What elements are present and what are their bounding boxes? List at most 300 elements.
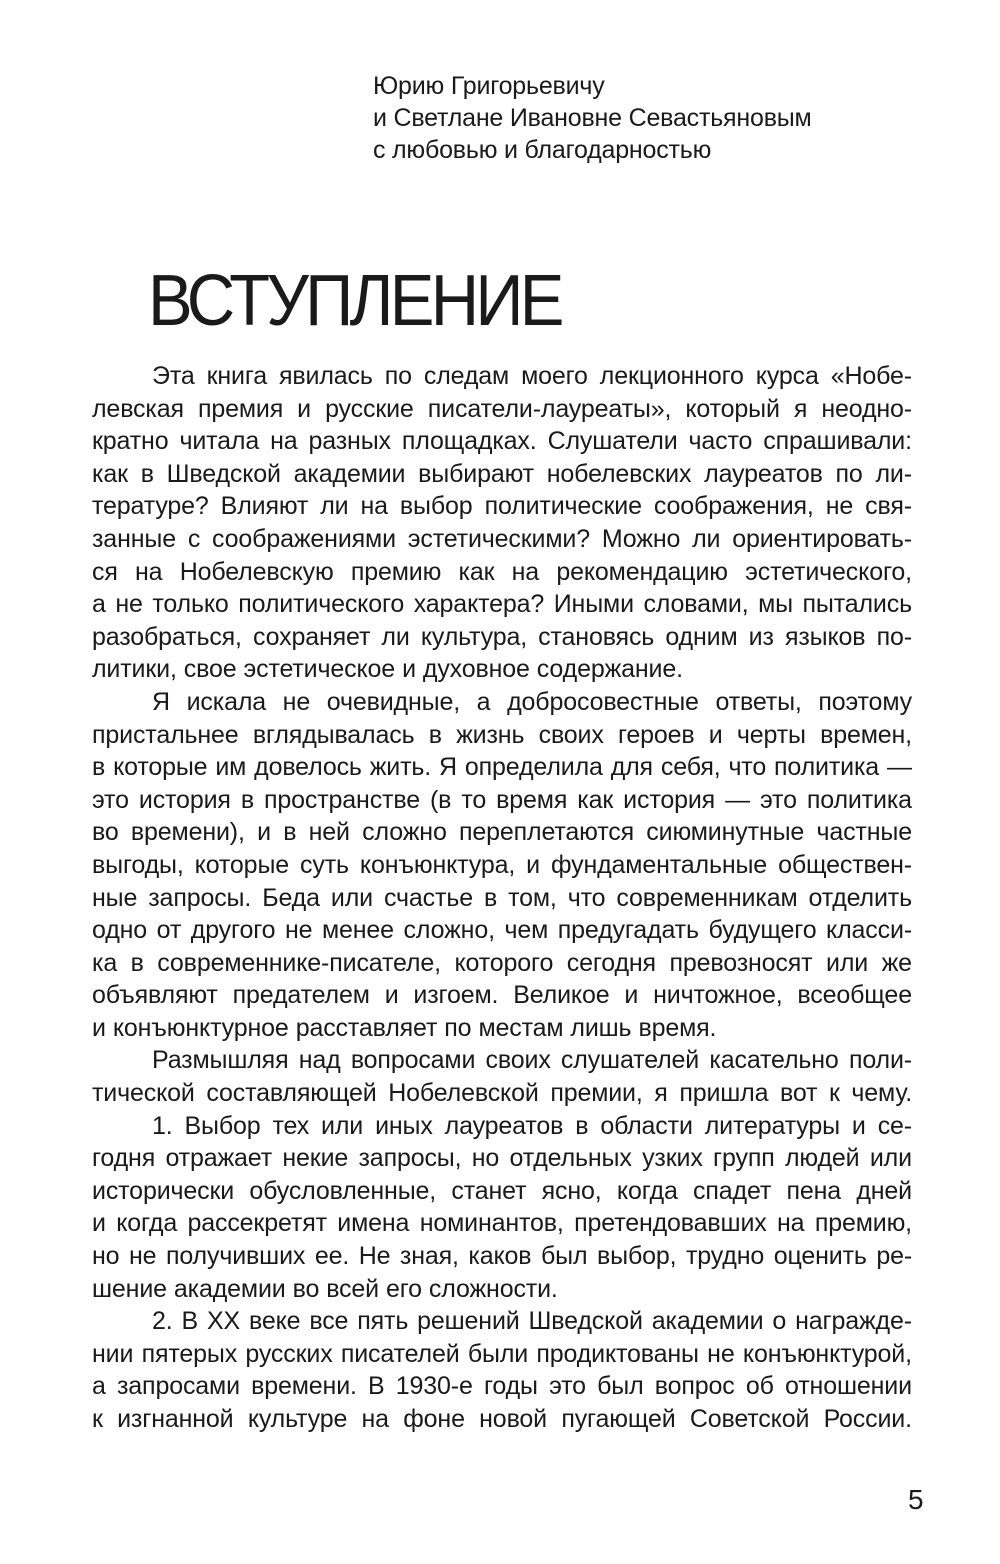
word: только — [152, 590, 229, 619]
word: времени. — [251, 1372, 357, 1401]
word: добросовестные — [507, 687, 699, 716]
word: становясь — [538, 622, 655, 651]
word: узких — [642, 1144, 703, 1173]
word: спрашивали: — [763, 427, 912, 456]
word: в — [240, 785, 254, 814]
word: и — [257, 818, 271, 847]
word: героев — [617, 720, 695, 749]
word: тературе? — [92, 492, 209, 521]
word: который — [685, 394, 780, 423]
dedication-line: Юрию Григорьевичу — [373, 72, 605, 100]
word: ориентировать- — [732, 524, 912, 553]
text-line — [92, 1273, 912, 1306]
word: Я — [152, 687, 170, 716]
word: политика — [774, 753, 880, 782]
text-line — [92, 425, 912, 458]
word: или — [321, 1111, 364, 1140]
word: отражает — [165, 1144, 273, 1173]
word: в — [428, 720, 442, 749]
word: но — [92, 1242, 120, 1271]
word: ответы, — [715, 687, 802, 716]
word: ее. — [314, 1242, 350, 1271]
word: в — [483, 883, 498, 912]
word: нии — [92, 1339, 134, 1368]
word: расставляет — [295, 1013, 438, 1042]
word: времен, — [820, 720, 912, 749]
word: Я — [439, 753, 457, 782]
word: трудно — [686, 1242, 765, 1271]
word: лишь — [570, 1013, 632, 1042]
word: языков — [784, 622, 866, 651]
word: спадет — [693, 1176, 772, 1205]
text-line — [92, 1077, 912, 1110]
word: Иными — [553, 590, 634, 619]
word: веке — [248, 1307, 301, 1336]
word: сохраняет — [253, 622, 371, 651]
word: всеобщее — [797, 981, 912, 1010]
word: читала — [179, 427, 260, 456]
word: во — [92, 818, 119, 847]
word: курса — [755, 362, 819, 390]
text-line — [92, 1142, 912, 1175]
word: будущего — [708, 916, 817, 945]
word: одно — [92, 916, 148, 945]
word: об — [745, 1372, 774, 1401]
word: в — [140, 459, 154, 488]
word: вопрос — [654, 1372, 735, 1401]
word: жить. — [369, 753, 432, 782]
word: Слушатели — [547, 427, 678, 456]
text-line — [92, 621, 912, 654]
word: определила — [464, 753, 603, 782]
word: разобраться, — [92, 622, 242, 651]
word: претендовавших — [574, 1209, 767, 1238]
word: культуре — [247, 1405, 348, 1433]
word: пять — [357, 1307, 409, 1336]
word: не — [284, 916, 313, 945]
word: и — [92, 1013, 106, 1042]
word: суть — [300, 850, 349, 879]
word: рассекретят — [187, 1209, 327, 1238]
word: дней — [856, 1176, 912, 1205]
word: что — [728, 753, 767, 782]
word: вопросами — [350, 1046, 476, 1075]
text-line — [92, 1370, 912, 1403]
text-line — [92, 458, 912, 491]
word: по — [384, 362, 412, 390]
word: с — [187, 524, 201, 553]
word: рекомендацию — [556, 557, 728, 586]
word: над — [298, 1046, 341, 1075]
word: годы — [483, 1372, 538, 1401]
word: ре- — [876, 1242, 912, 1271]
word: искала — [186, 687, 267, 716]
word: запросы, — [358, 1144, 462, 1173]
word: пена — [786, 1176, 842, 1205]
word: обусловленные, — [249, 1176, 437, 1205]
word: современникам — [616, 883, 798, 912]
text-line — [92, 979, 912, 1012]
word: словами, — [643, 590, 749, 619]
word: академии — [173, 1274, 286, 1303]
word: чем — [504, 916, 549, 945]
word: 1930-е — [395, 1372, 473, 1401]
text-line — [92, 490, 912, 523]
word: эстетического, — [745, 557, 912, 586]
word: 2. — [152, 1307, 173, 1336]
word: в — [283, 818, 297, 847]
word: книга — [206, 362, 268, 390]
word: или — [330, 883, 373, 912]
word: ли — [692, 524, 721, 553]
text-line — [92, 1175, 912, 1208]
word: групп — [713, 1144, 775, 1173]
word: же — [881, 948, 912, 977]
word: переплетаются — [459, 818, 634, 847]
word: это — [92, 785, 129, 814]
word: сиюминутные — [646, 818, 805, 847]
word: премии, — [550, 1079, 643, 1108]
word: се- — [877, 1111, 912, 1140]
word: современнике-писателе, — [157, 948, 441, 977]
word: некие — [282, 1144, 349, 1173]
word: которые — [113, 753, 208, 782]
word: мы — [758, 590, 793, 619]
word: а — [92, 590, 106, 619]
word: другого — [190, 916, 276, 945]
word: местам — [478, 1013, 564, 1042]
word: ли — [320, 492, 349, 521]
word: и — [92, 1209, 106, 1238]
word: духовное — [422, 655, 530, 684]
word: предателем — [232, 981, 370, 1010]
word: том, — [508, 883, 557, 912]
word: к — [828, 1079, 840, 1108]
word: номинантов, — [419, 1209, 564, 1238]
page-number: 5 — [908, 1484, 924, 1515]
word: слушателей — [560, 1046, 700, 1075]
word: академии — [651, 1307, 764, 1336]
body-text — [92, 360, 912, 1436]
word: часто — [688, 427, 753, 456]
word: Не — [358, 1242, 391, 1271]
word: конъюнктура, — [359, 850, 516, 879]
word: годня — [92, 1144, 156, 1173]
word: вот — [780, 1079, 818, 1108]
word: а — [476, 687, 491, 716]
word: отношении — [785, 1372, 912, 1401]
word: своих — [538, 720, 604, 749]
word: и — [297, 394, 311, 423]
text-line — [92, 523, 912, 556]
word: литики, — [92, 655, 177, 684]
word: история — [623, 785, 716, 814]
word: Эта — [152, 362, 195, 390]
word: время — [496, 785, 568, 814]
word: выбор, — [597, 1242, 677, 1271]
word: 1. — [152, 1111, 173, 1140]
word: всей — [326, 1274, 379, 1303]
word: Шведской — [528, 1307, 643, 1336]
word: сложно, — [403, 916, 495, 945]
word: не — [707, 1339, 735, 1368]
word: это — [760, 785, 797, 814]
word: станет — [451, 1176, 527, 1205]
word: в — [575, 1111, 589, 1140]
word: В — [368, 1372, 385, 1401]
word: России. — [823, 1405, 912, 1433]
word: новой — [479, 1405, 547, 1433]
word: отделить — [808, 883, 912, 912]
word: от — [156, 916, 182, 945]
word: по — [835, 459, 863, 488]
word: соображениями — [212, 524, 396, 553]
word: содержание. — [536, 655, 683, 684]
text-line — [92, 947, 912, 980]
word: писатели-лауреаты», — [427, 394, 672, 423]
word: Размышляя — [152, 1046, 289, 1075]
word: ли- — [875, 459, 912, 488]
text-line — [92, 1403, 912, 1436]
word: писателей — [340, 1339, 460, 1368]
word: премию, — [814, 1209, 912, 1238]
word: выбор — [399, 492, 473, 521]
word: тической — [92, 1079, 195, 1108]
word: ясно, — [541, 1176, 602, 1205]
word: политического — [238, 590, 405, 619]
chapter-title: ВСТУПЛЕНИЕ — [148, 261, 561, 341]
word: ней — [308, 818, 350, 847]
word: ничтожное, — [653, 981, 783, 1010]
dedication-line: и Светлане Ивановне Севастьяновым — [373, 104, 812, 132]
word: кратно — [92, 427, 169, 456]
word: ли — [381, 622, 410, 651]
word: не — [825, 492, 854, 521]
word: ные — [92, 883, 138, 912]
word: неодно- — [821, 394, 912, 423]
word: Можно — [601, 524, 681, 553]
word: и — [526, 850, 540, 879]
word: занные — [92, 524, 176, 553]
word: к — [92, 1405, 103, 1433]
word: ся — [92, 557, 118, 586]
word: на — [511, 557, 540, 586]
word: как — [92, 459, 128, 488]
word: левская — [92, 394, 184, 423]
word: русские — [325, 394, 414, 423]
word: следам — [423, 362, 510, 390]
text-line — [92, 784, 912, 817]
word: пришла — [679, 1079, 769, 1108]
word: пятерых — [141, 1339, 238, 1368]
text-line — [92, 816, 912, 849]
word: сегодня — [566, 948, 656, 977]
word: иных — [375, 1111, 433, 1140]
word: частные — [816, 818, 912, 847]
word: которого — [454, 948, 554, 977]
word: Нобелевскую — [179, 557, 334, 586]
word: был — [541, 1242, 588, 1271]
word: сложно — [362, 818, 447, 847]
word: Нобелевской — [388, 1079, 539, 1108]
word: нобелевских — [546, 459, 692, 488]
word: предугадать — [557, 916, 699, 945]
word: каков — [468, 1242, 532, 1271]
word: жизнь — [456, 720, 525, 749]
word: история — [138, 785, 231, 814]
word: на — [360, 492, 388, 521]
word: на — [270, 427, 298, 456]
word: лекционного — [599, 362, 744, 390]
word: и — [851, 1111, 866, 1140]
word: (в — [429, 785, 452, 814]
word: из — [748, 622, 774, 651]
word: Выбор — [184, 1111, 261, 1140]
word: выгоды, — [92, 850, 184, 879]
word: не — [115, 590, 143, 619]
word: шение — [92, 1274, 167, 1303]
word: на — [361, 1405, 389, 1433]
word: был — [597, 1372, 644, 1401]
word: свое — [183, 655, 237, 684]
word: конъюнктурой, — [742, 1339, 912, 1368]
word: черты — [736, 720, 806, 749]
word: себя, — [660, 753, 721, 782]
word: на — [777, 1209, 805, 1238]
word: что — [567, 883, 606, 912]
text-line — [92, 1044, 912, 1077]
word: и — [624, 981, 639, 1010]
text-line — [92, 849, 912, 882]
word: решений — [417, 1307, 520, 1336]
word: площадках. — [401, 427, 537, 456]
word: когда — [616, 1176, 678, 1205]
word: пугающей — [561, 1405, 676, 1433]
word: когда — [116, 1209, 178, 1238]
word: о — [772, 1307, 787, 1336]
word: то — [461, 785, 487, 814]
word: превозносят — [669, 948, 813, 977]
word: В — [181, 1307, 199, 1336]
dedication-line: с любовью и благодарностью — [373, 136, 712, 164]
text-line — [92, 1338, 912, 1371]
word: касательно — [709, 1046, 839, 1075]
word: не — [282, 687, 311, 716]
word: класси- — [826, 916, 912, 945]
word: исторически — [92, 1176, 235, 1205]
word: тех — [272, 1111, 310, 1140]
text-line — [92, 1240, 912, 1273]
word: а — [92, 1372, 106, 1401]
word: политика — [806, 785, 912, 814]
word: сложности. — [428, 1274, 558, 1303]
word: продиктованы — [536, 1339, 699, 1368]
word: в — [130, 948, 144, 977]
word: лауреатов — [444, 1111, 564, 1140]
word: не — [128, 1242, 157, 1271]
word: характера? — [413, 590, 545, 619]
word: или — [869, 1144, 912, 1173]
word: разных — [308, 427, 391, 456]
word: отдельных — [509, 1144, 632, 1173]
word: Великое — [513, 981, 610, 1010]
word: довелось — [254, 753, 362, 782]
word: вглядывалась — [252, 720, 415, 749]
word: объявляют — [92, 981, 218, 1010]
text-line — [92, 360, 912, 393]
word: и — [708, 720, 723, 749]
word: им — [215, 753, 247, 782]
word: составляющей — [206, 1079, 377, 1108]
word: культура, — [420, 622, 528, 651]
word: пристальнее — [92, 720, 239, 749]
word: получивших — [165, 1242, 306, 1271]
word: время. — [638, 1013, 717, 1042]
word: свя- — [865, 492, 912, 521]
text-line — [92, 556, 912, 589]
word: своих — [485, 1046, 551, 1075]
word: одним — [665, 622, 738, 651]
word: русских — [245, 1339, 333, 1368]
word: «Нобе- — [830, 362, 912, 390]
word: академии — [293, 459, 406, 488]
word: и — [402, 655, 416, 684]
word: изгнанной — [117, 1405, 234, 1433]
word: фундаментальные — [550, 850, 768, 879]
word: счастье — [383, 883, 473, 912]
word: запросами — [116, 1372, 240, 1401]
word: как — [577, 785, 614, 814]
word: имена — [337, 1209, 410, 1238]
word: и — [384, 981, 399, 1010]
word: выбирают — [418, 459, 534, 488]
word: по — [444, 1013, 472, 1042]
word: обществен- — [778, 850, 912, 879]
word: премию — [350, 557, 442, 586]
word: лауреатов — [704, 459, 823, 488]
word: оценить — [773, 1242, 867, 1271]
word: я — [793, 394, 808, 423]
word: эстетическое — [243, 655, 396, 684]
word: которые — [194, 850, 290, 879]
word: поли- — [848, 1046, 912, 1075]
word: все — [309, 1307, 349, 1336]
word: Советской — [689, 1405, 810, 1433]
word: в — [92, 753, 106, 782]
word: Влияют — [220, 492, 309, 521]
text-line — [92, 1207, 912, 1240]
word: соображения, — [653, 492, 814, 521]
word: для — [610, 753, 653, 782]
word: времени), — [130, 818, 245, 847]
text-line — [92, 1012, 912, 1045]
text-line — [92, 719, 912, 752]
word: запросы. — [148, 883, 252, 912]
word: но — [471, 1144, 500, 1173]
text-line — [92, 393, 912, 426]
word: — — [725, 785, 750, 814]
text-line — [92, 588, 912, 621]
word: изгоем. — [413, 981, 499, 1010]
word: премия — [197, 394, 284, 423]
word: пространстве — [263, 785, 420, 814]
dedication — [373, 70, 812, 166]
word: поэтому — [818, 687, 912, 716]
text-line — [92, 1305, 912, 1338]
word: я — [654, 1079, 668, 1108]
text-line — [92, 751, 912, 784]
text-line — [92, 882, 912, 915]
